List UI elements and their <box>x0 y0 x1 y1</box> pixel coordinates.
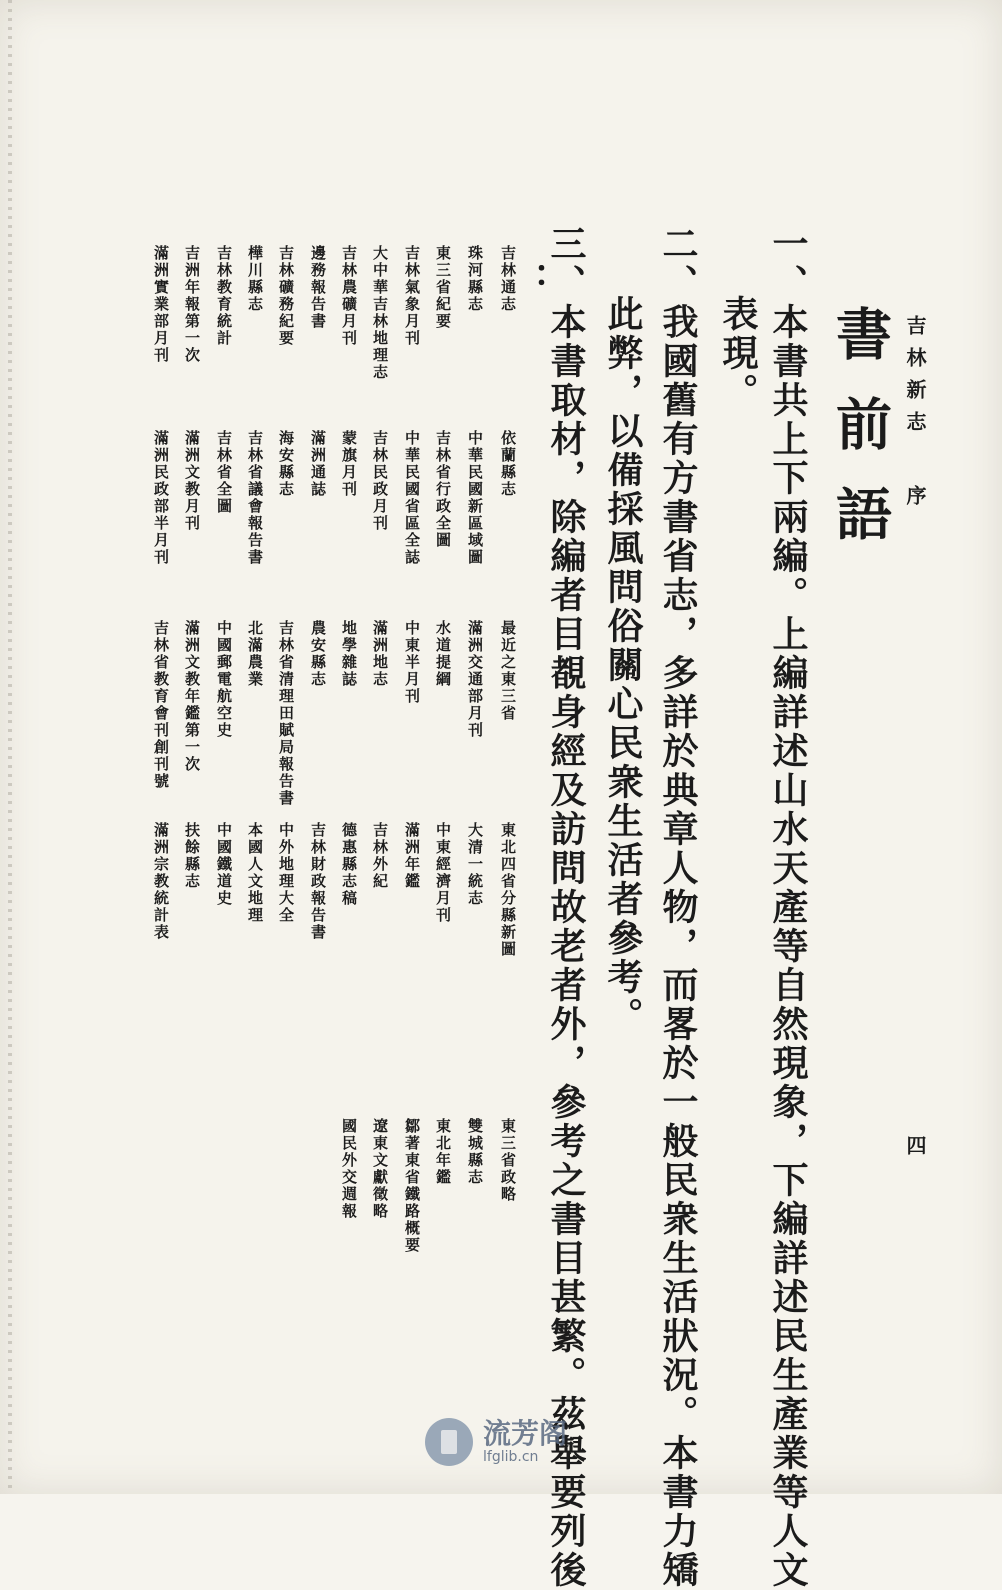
reference-item: 中國郵電航空史 <box>215 620 233 739</box>
reference-item: 滿洲年鑑 <box>403 822 421 890</box>
reference-item: 水道提綱 <box>434 620 452 688</box>
reference-item: 依蘭縣志 <box>499 430 517 498</box>
page-edge-dots <box>8 0 12 1494</box>
running-head-left: 吉林新志 <box>903 315 927 443</box>
reference-item: 樺川縣志 <box>246 245 264 313</box>
reference-item: 吉林財政報告書 <box>309 822 327 941</box>
reference-item: 扶餘縣志 <box>183 822 201 890</box>
reference-item: 邊務報告書 <box>309 245 327 330</box>
reference-item: 吉林省全圖 <box>215 430 233 515</box>
section-2-line-2: 此弊，以備採風問俗關心民衆生活者參考。 <box>602 295 644 1036</box>
reference-item: 吉林民政月刊 <box>371 430 389 532</box>
reference-item: 中華民國省區全誌 <box>403 430 421 566</box>
reference-item: 中外地理大全 <box>277 822 295 924</box>
watermark <box>425 1410 585 1474</box>
reference-item: 吉林省教育會刊創刊號 <box>152 620 170 790</box>
reference-item: 鄒著東省鐵路概要 <box>403 1118 421 1254</box>
reference-item: 中國鐵道史 <box>215 822 233 907</box>
reference-item: 最近之東三省 <box>499 620 517 722</box>
reference-item: 北滿農業 <box>246 620 264 688</box>
reference-item: 蒙旗月刊 <box>340 430 358 498</box>
running-head-right: 序 <box>903 485 927 517</box>
reference-item: 雙城縣志 <box>466 1118 484 1186</box>
reference-item: 珠河縣志 <box>466 245 484 313</box>
reference-item: 滿洲地志 <box>371 620 389 688</box>
reference-item: 國民外交週報 <box>340 1118 358 1220</box>
reference-item: 滿洲交通部月刊 <box>466 620 484 739</box>
reference-item: 滿洲實業部月刊 <box>152 245 170 364</box>
reference-item: 吉林省行政全圖 <box>434 430 452 549</box>
reference-item: 中東經濟月刊 <box>434 822 452 924</box>
reference-item: 遼東文獻徵略 <box>371 1118 389 1220</box>
reference-item: 本國人文地理 <box>246 822 264 924</box>
reference-item: 吉林氣象月刊 <box>403 245 421 347</box>
reference-item: 滿洲文教月刊 <box>183 430 201 532</box>
section-1-line-2: 表現。 <box>717 295 759 412</box>
reference-item: 吉林省議會報告書 <box>246 430 264 566</box>
reference-item: 海安縣志 <box>277 430 295 498</box>
section-3-line-1: 三、本書取材，除編者目覩身經及訪問故老者外，參考之書目甚繁。茲舉要列後 <box>545 225 587 1590</box>
reference-item: 東北四省分縣新圖 <box>499 822 517 958</box>
reference-item: 大中華吉林地理志 <box>371 245 389 381</box>
page-title: 書前語 <box>827 305 893 575</box>
reference-item: 德惠縣志稿 <box>340 822 358 907</box>
reference-item: 吉林通志 <box>499 245 517 313</box>
reference-item: 吉林外紀 <box>371 822 389 890</box>
reference-item: 東三省紀要 <box>434 245 452 330</box>
reference-item: 吉林教育統計 <box>215 245 233 347</box>
reference-item: 吉林省清理田賦局報告書 <box>277 620 295 807</box>
reference-item: 地學雜誌 <box>340 620 358 688</box>
reference-item: 滿洲通誌 <box>309 430 327 498</box>
reference-item: 東北年鑑 <box>434 1118 452 1186</box>
reference-item: 農安縣志 <box>309 620 327 688</box>
section-2-line-1: 二、我國舊有方書省志，多詳於典章人物，而畧於一般民衆生活狀況。本書力矯 <box>657 225 699 1590</box>
reference-item: 吉林農礦月刊 <box>340 245 358 347</box>
reference-item: 滿洲宗教統計表 <box>152 822 170 941</box>
reference-item: 滿洲民政部半月刊 <box>152 430 170 566</box>
reference-item: 中華民國新區域圖 <box>466 430 484 566</box>
reference-item: 吉洲年報第一次 <box>183 245 201 364</box>
reference-item: 大清一統志 <box>466 822 484 907</box>
section-1-line-1: 一、本書共上下兩編。上編詳述山水天產等自然現象，下編詳述民生產業等人文 <box>767 225 809 1590</box>
reference-item: 中東半月刊 <box>403 620 421 705</box>
watermark-name: 流芳阁 <box>483 1416 568 1450</box>
reference-item: 東三省政略 <box>499 1118 517 1203</box>
reference-item: 吉林礦務紀要 <box>277 245 295 347</box>
book-logo-icon <box>425 1418 473 1466</box>
section-3-line-2: ： <box>509 262 551 301</box>
watermark-url: lfglib.cn <box>483 1448 539 1465</box>
page-number: 四 <box>903 1135 927 1167</box>
reference-item: 滿洲文教年鑑第一次 <box>183 620 201 773</box>
